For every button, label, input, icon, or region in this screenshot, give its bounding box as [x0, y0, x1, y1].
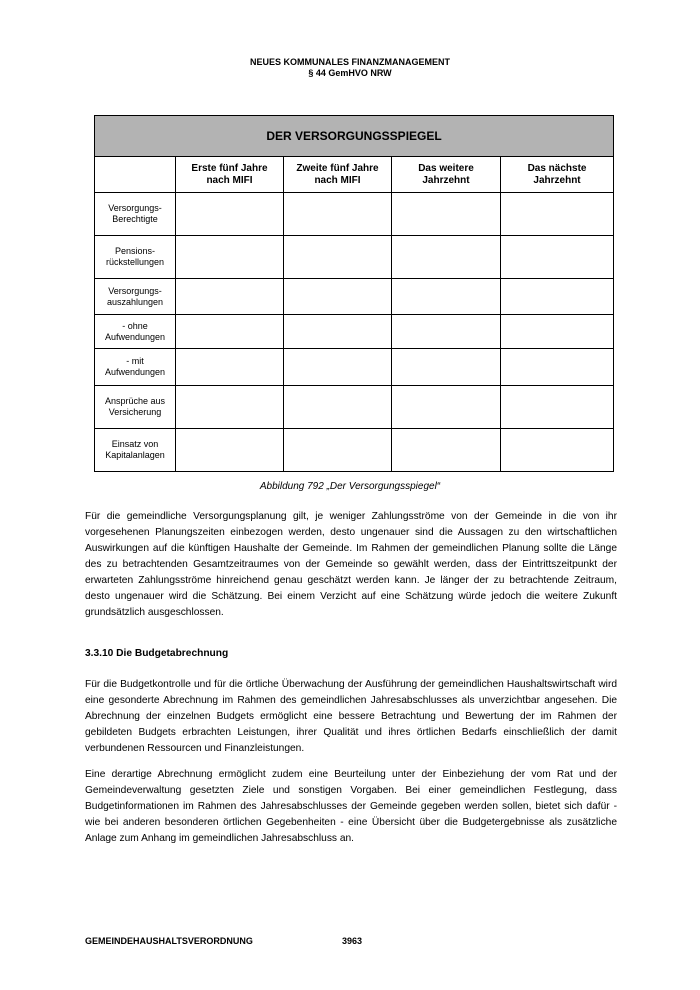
- body-paragraph: Für die Budgetkontrolle und für die örtliche Überwachung der Ausführung der gemeindlichen Haushaltswirtschaft wird eine gesonderte Abrechnung im Rahmen des gemeindlichen Jahresabschlusses als unverzichtbar angesehen. Die Abrechnung der einzelnen Budgets ermöglicht eine bessere Betrachtung und Bewertung der im Rahmen der gebildeten Budgets erbrachten Leistungen, ihrer Qualität und ihres örtlichen Bedarfs einschließlich der damit verbundenen Ressourcen und Finanzleistungen.: [85, 679, 617, 754]
- table-row: [95, 386, 614, 429]
- table-cell: [284, 429, 392, 472]
- table-cell: [284, 236, 392, 279]
- body-paragraph: Eine derartige Abrechnung ermöglicht zudem eine Beurteilung unter der Einbeziehung der vom Rat und der Gemeindeverwaltung gesetzten Ziele und sonstigen Vorgaben. Bei einer gemeindlichen Festlegung, dass Budgetinformationen im Rahmen des Jahresabschlusses der Gemeinde gegeben werden sollen, bietet sich dafür - wie bei anderen besonderen örtlichen Gegebenheiten - eine Übersicht über die Budgetergebnisse als zusätzliche Anlage zum Anhang im gemeindlichen Jahresabschluss an.: [85, 769, 617, 844]
- page-number: 3963: [342, 936, 363, 946]
- column-header: Zweite fünf Jahre nach MIFI: [284, 157, 392, 193]
- table-cell: [284, 349, 392, 386]
- column-header: Erste fünf Jahre nach MIFI: [176, 157, 284, 193]
- table-cell: [501, 193, 614, 236]
- table-cell: [501, 279, 614, 315]
- table-cell: [392, 315, 501, 349]
- table-cell: [501, 236, 614, 279]
- table-cell: [284, 279, 392, 315]
- table-cell: [501, 349, 614, 386]
- row-header: Versorgungs- Berechtigte: [95, 193, 176, 236]
- figure-caption: Abbildung 792 „Der Versorgungsspiegel“: [259, 481, 441, 492]
- table-cell: [392, 349, 501, 386]
- header-line-2: § 44 GemHVO NRW: [308, 68, 392, 78]
- row-header: - ohne Aufwendungen: [95, 315, 176, 349]
- table-header-row: [95, 157, 614, 193]
- versorgungsspiegel-table: [94, 115, 614, 472]
- table-cell: [176, 315, 284, 349]
- table-cell: [176, 236, 284, 279]
- table-cell: [501, 315, 614, 349]
- table-cell: [501, 386, 614, 429]
- table-row: [95, 349, 614, 386]
- header-line-1: NEUES KOMMUNALES FINANZMANAGEMENT: [250, 57, 450, 67]
- table-cell: [284, 386, 392, 429]
- table-cell: [176, 386, 284, 429]
- column-header: Das nächste Jahrzehnt: [501, 157, 614, 193]
- column-header: Das weitere Jahrzehnt: [392, 157, 501, 193]
- table-cell: [176, 429, 284, 472]
- table-cell: [284, 315, 392, 349]
- table-title: DER VERSORGUNGSSPIEGEL: [95, 116, 614, 157]
- table-cell: [176, 349, 284, 386]
- table-row: [95, 279, 614, 315]
- table-cell: [501, 429, 614, 472]
- table-row: [95, 193, 614, 236]
- footer-title: GEMEINDEHAUSHALTSVERORDNUNG: [85, 936, 253, 946]
- table-cell: [392, 193, 501, 236]
- table-cell: [392, 386, 501, 429]
- table-row: [95, 315, 614, 349]
- table-cell: [176, 193, 284, 236]
- row-header: - mit Aufwendungen: [95, 349, 176, 386]
- table-row: [95, 429, 614, 472]
- table-cell: [176, 279, 284, 315]
- table-cell: [392, 236, 501, 279]
- row-header: Pensions- rückstellungen: [95, 236, 176, 279]
- row-header: Ansprüche aus Versicherung: [95, 386, 176, 429]
- page-header: [0, 57, 700, 79]
- table-cell: [284, 193, 392, 236]
- corner-cell: [95, 157, 176, 193]
- row-header: Einsatz von Kapitalanlagen: [95, 429, 176, 472]
- row-header: Versorgungs- auszahlungen: [95, 279, 176, 315]
- table-row: [95, 236, 614, 279]
- table-cell: [392, 429, 501, 472]
- body-paragraph: Für die gemeindliche Versorgungsplanung gilt, je weniger Zahlungsströme von der Gemeinde in die von ihr vorgesehenen Planungszeiten einbezogen werden, desto ungenauer sind die Aussagen zu den wirtschaftlichen Auswirkungen auf die künftigen Haushalte der Gemeinde. Im Rahmen der gemeindlichen Planung sollte die Länge des zu betrachtenden Gesamtzeitraumes von der Gemeinde so gewählt werden, dass der Eintrittszeitpunkt der erwarteten Zahlungsströme hinreichend genau geschätzt werden kann. Je länger der zu betrachtende Zeitraum, desto ungenauer wird die Schätzung. Bei einem Verzicht auf eine Schätzung würde jedoch die weitere Zukunft grundsätzlich ausgeschlossen.: [85, 511, 617, 618]
- table-cell: [392, 279, 501, 315]
- section-heading: 3.3.10 Die Budgetabrechnung: [85, 648, 229, 659]
